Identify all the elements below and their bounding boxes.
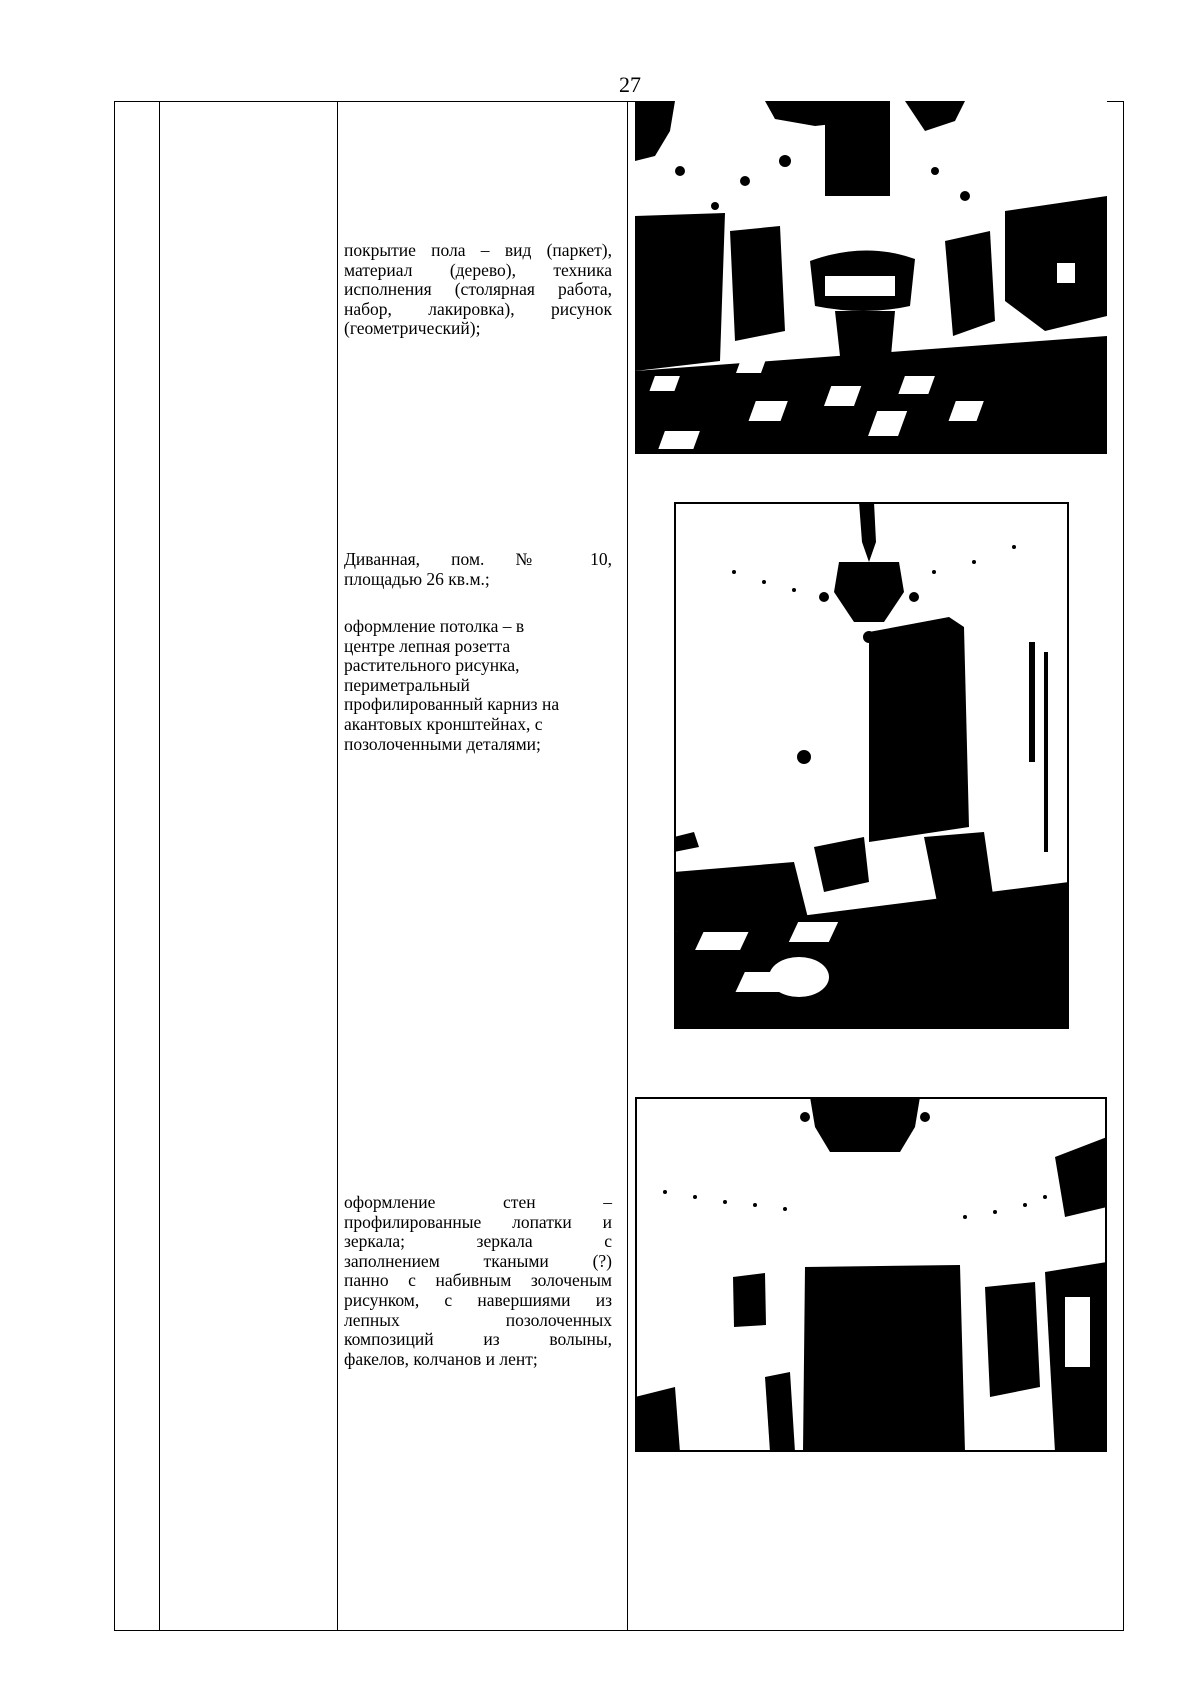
text-line: композиций из волыны, (344, 1329, 612, 1350)
text-line: Диванная, пом. № 10, (344, 549, 612, 569)
text-line: материал (дерево), техника (344, 259, 612, 280)
text-line: профилированный карниз на (344, 694, 560, 715)
walls-description (344, 1193, 612, 1369)
floor-description (344, 241, 612, 339)
text-line: оформление стен – (344, 1192, 612, 1212)
text-line: панно с набивным золоченым (344, 1270, 612, 1291)
dining-room-photo (635, 101, 1107, 454)
text-line: рисунком, с навершиями из (344, 1289, 612, 1310)
text-line: акантовых кронштейнах, с (344, 713, 543, 734)
ceiling-description (344, 617, 612, 754)
text-line: центре лепная розетта (344, 635, 511, 656)
sofa-room-ceiling-photo (674, 502, 1069, 1029)
column-divider (337, 102, 338, 1630)
text-line: профилированные лопатки и (344, 1211, 612, 1232)
text-line: зеркала; зеркала с (344, 1231, 612, 1252)
column-divider (159, 102, 160, 1630)
column-divider (627, 102, 628, 1630)
text-line: набор, лакировка), рисунок (344, 298, 612, 319)
text-line: площадью 26 кв.м.; (344, 568, 490, 589)
text-line: позолоченными деталями; (344, 733, 541, 754)
text-line: факелов, колчанов и лент; (344, 1348, 538, 1369)
text-line: периметральный (344, 674, 470, 695)
room-title (344, 550, 612, 589)
text-line: исполнения (столярная работа, (344, 279, 612, 300)
sofa-room-walls-photo (635, 1097, 1107, 1452)
text-line: покрытие пола – вид (паркет), (344, 240, 612, 260)
page-number: 27 (619, 72, 641, 97)
text-line: лепных позолоченных (344, 1309, 612, 1330)
text-line: оформление потолка – в (344, 616, 525, 636)
text-line: растительного рисунка, (344, 655, 520, 676)
text-line: заполнением ткаными (?) (344, 1250, 612, 1271)
text-line: (геометрический); (344, 318, 481, 339)
